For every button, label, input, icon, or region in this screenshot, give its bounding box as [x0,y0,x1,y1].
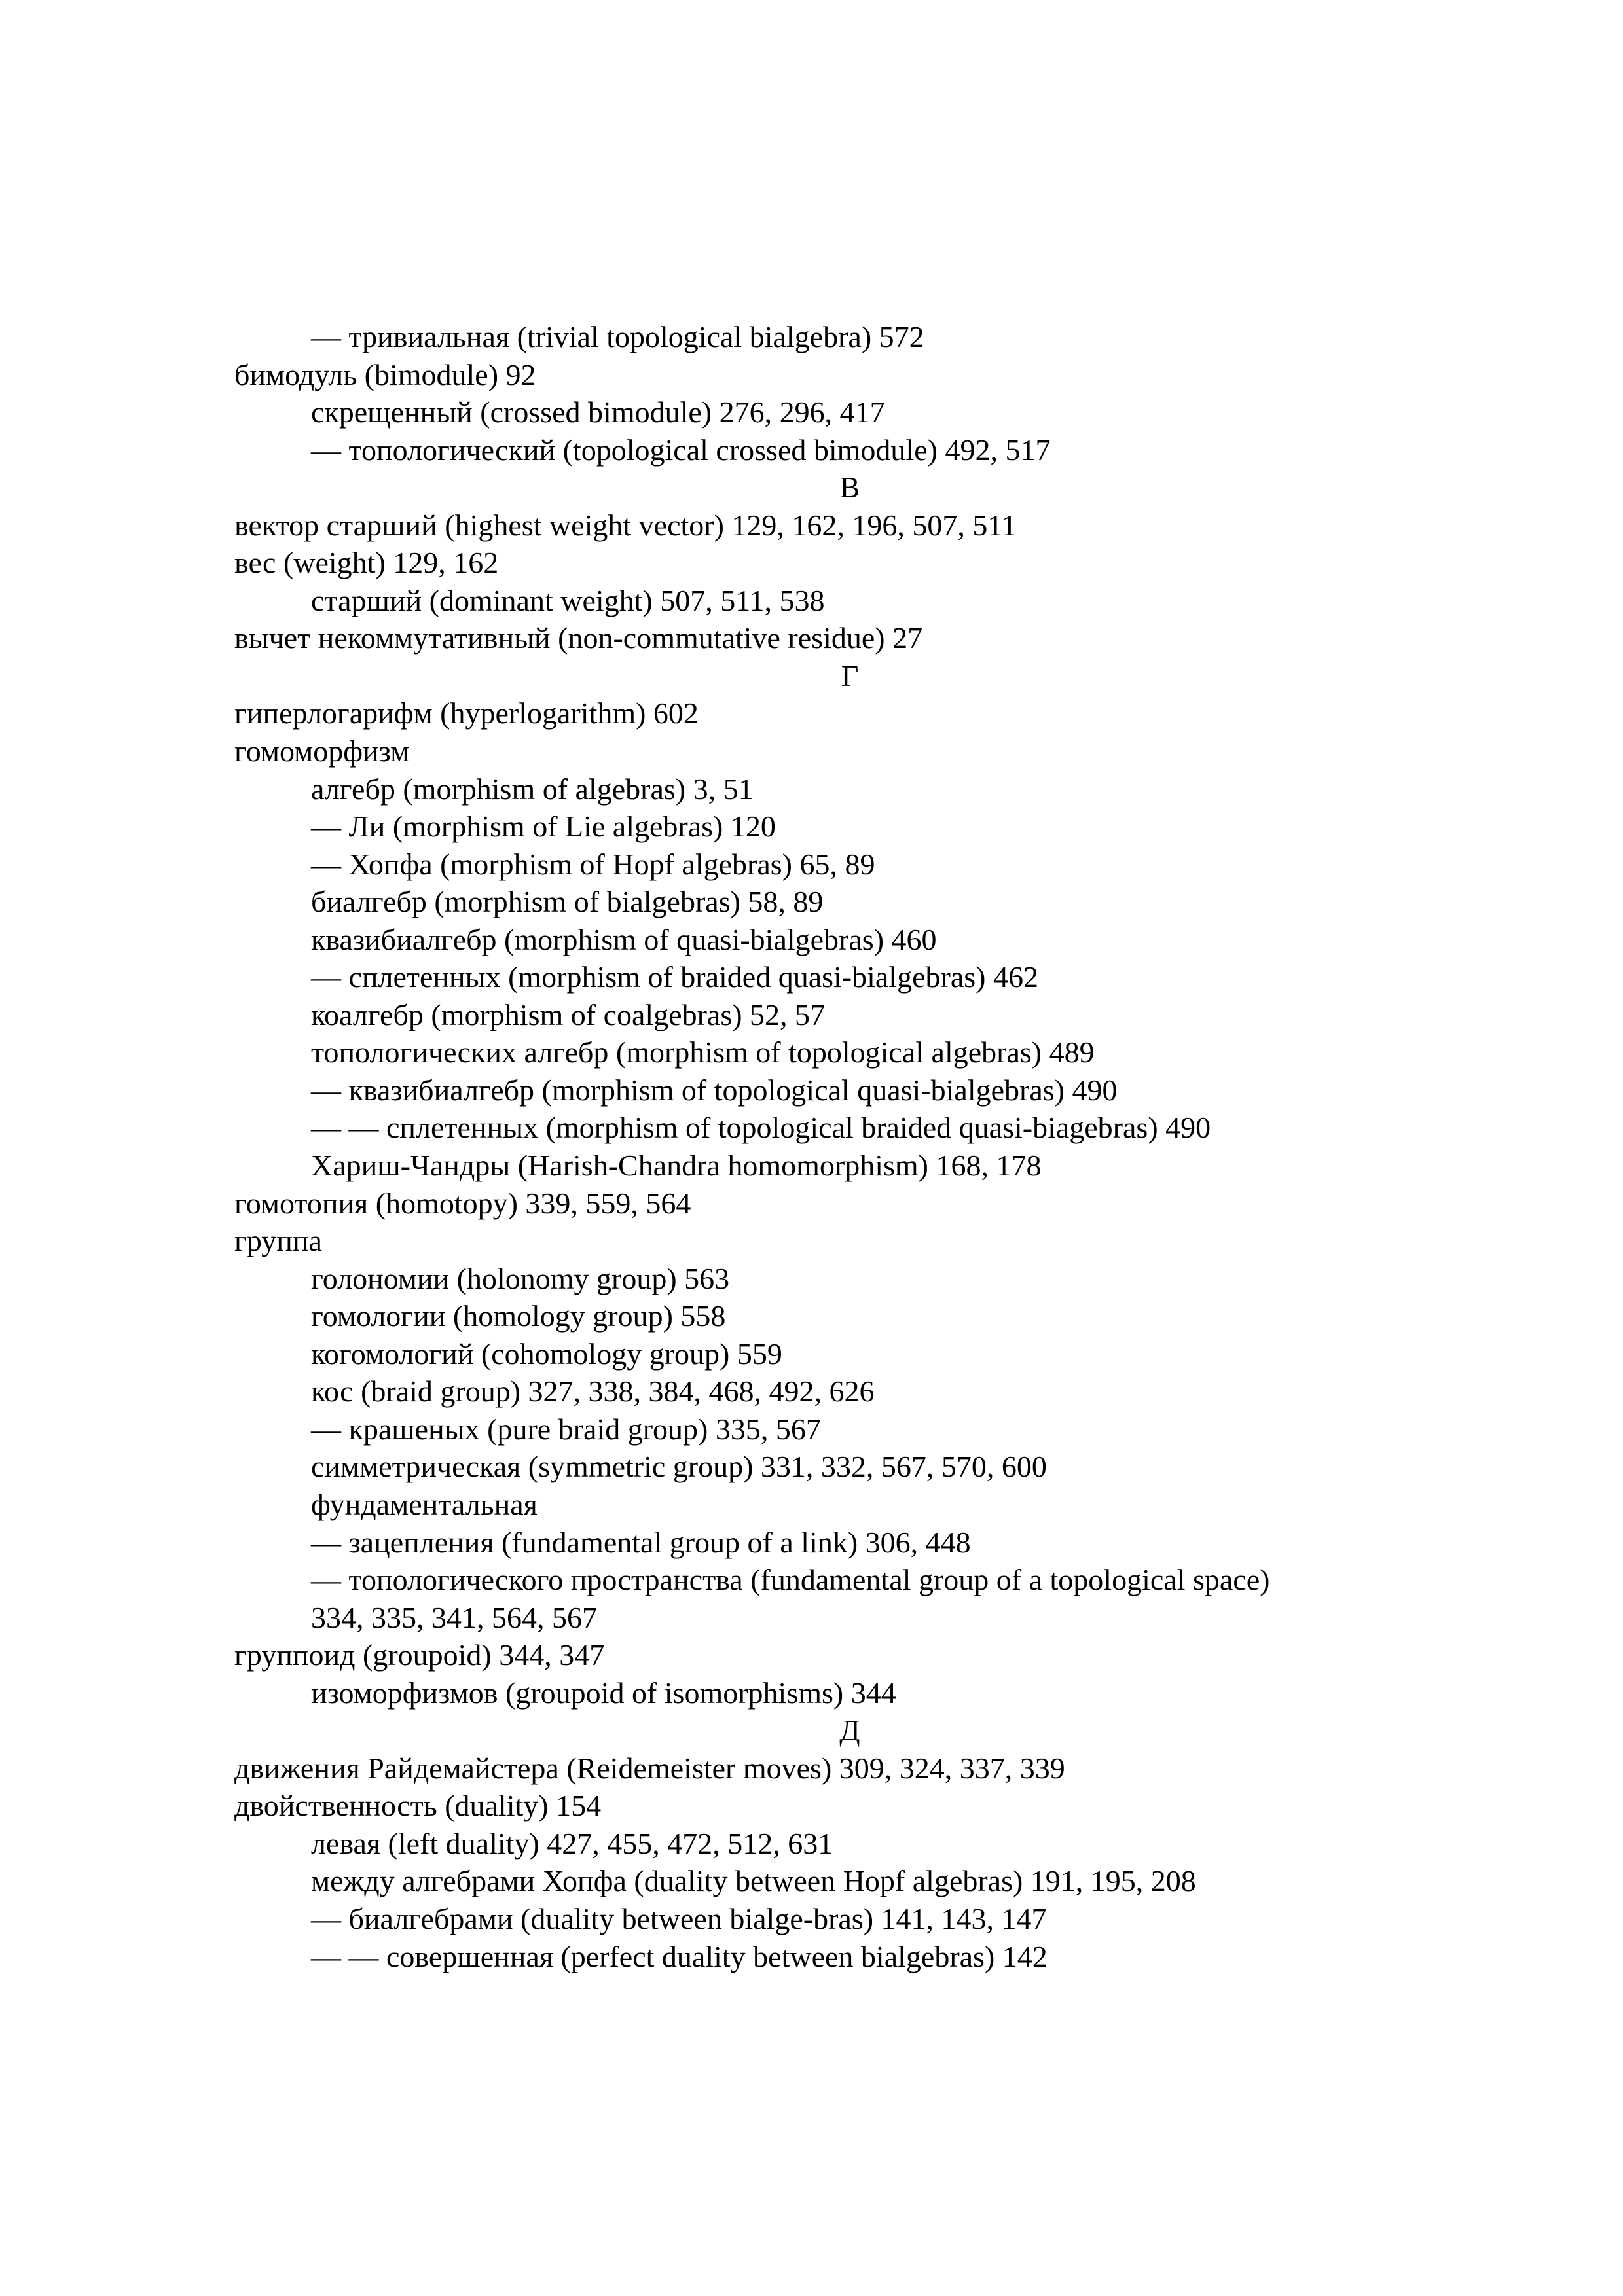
section-letter: В [839,471,860,505]
index-subentry: между алгебрами Хопфа (duality between Hopf algebras) 191, 195, 208 [311,1864,1196,1898]
index-subentry: кос (braid group) 327, 338, 384, 468, 492, 626 [311,1374,875,1408]
index-subentry: — квазибиалгебр (morphism of topological quasi-bialgebras) 490 [311,1073,1118,1107]
index-subentry: — топологического пространства (fundamental group of a topological space) [311,1563,1270,1597]
section-letter: Г [841,658,859,692]
index-subentry: старший (dominant weight) 507, 511, 538 [311,583,825,617]
index-entry: группа [234,1224,322,1258]
index-subentry: — тривиальная (trivial topological bialgebra) 572 [311,320,924,353]
index-subentry: левая (left duality) 427, 455, 472, 512, 631 [311,1826,833,1860]
index-subentry: — биалгебрами (duality between bialge-bras) 141, 143, 147 [311,1901,1047,1935]
index-subentry: коалгебр (morphism of coalgebras) 52, 57 [311,997,826,1031]
index-entry: движения Райдемайстера (Reidemeister moves) 309, 324, 337, 339 [234,1751,1065,1785]
index-entry: гомоморфизм [234,734,410,768]
index-subentry: гомологии (homology group) 558 [311,1299,726,1333]
index-entry: бимодуль (bimodule) 92 [234,357,536,391]
index-subentry: — Ли (morphism of Lie algebras) 120 [311,810,776,844]
index-subentry: когомологий (cohomology group) 559 [311,1336,782,1371]
index-subentry: алгебр (morphism of algebras) 3, 51 [311,772,754,806]
index-entry: вес (weight) 129, 162 [234,546,499,580]
index-subentry: — Хопфа (morphism of Hopf algebras) 65, 89 [311,847,875,881]
index-entry-list [234,318,1413,1975]
index-subentry: — — совершенная (perfect duality between bialgebras) 142 [311,1939,1048,1973]
index-subentry: — сплетенных (morphism of braided quasi-bialgebras) 462 [311,960,1038,994]
index-subentry: симметрическая (symmetric group) 331, 332, 567, 570, 600 [311,1450,1047,1484]
index-subentry: 334, 335, 341, 564, 567 [311,1600,597,1634]
index-entry: группоид (groupoid) 344, 347 [234,1638,605,1672]
index-entry: гиперлогарифм (hyperlogarithm) 602 [234,696,699,730]
index-subentry: Хариш-Чандры (Harish-Chandra homomorphism) 168, 178 [311,1149,1042,1183]
index-entry: вектор старший (highest weight vector) 129, 162, 196, 507, 511 [234,508,1017,542]
index-subentry: — — сплетенных (morphism of topological braided quasi-biagebras) 490 [311,1111,1211,1145]
index-subentry: фундаментальная [311,1487,538,1521]
index-subentry: топологических алгебр (morphism of topological algebras) 489 [311,1035,1095,1069]
index-subentry: — зацепления (fundamental group of a link) 306, 448 [311,1525,971,1559]
index-entry: гомотопия (homotopy) 339, 559, 564 [234,1186,691,1220]
index-subentry: скрещенный (crossed bimodule) 276, 296, 417 [311,395,885,429]
index-subentry: — топологический (topological crossed bimodule) 492, 517 [311,433,1051,467]
section-letter: Д [839,1713,860,1748]
index-subentry: голономии (holonomy group) 563 [311,1261,730,1295]
index-entry: двойственность (duality) 154 [234,1789,602,1823]
index-subentry: изоморфизмов (groupoid of isomorphisms) 344 [311,1676,896,1710]
index-subentry: биалгебр (morphism of bialgebras) 58, 89 [311,885,824,919]
index-subentry: — крашеных (pure braid group) 335, 567 [311,1412,821,1446]
index-entry: вычет некоммутативный (non-commutative residue) 27 [234,621,923,655]
index-subentry: квазибиалгебр (morphism of quasi-bialgebras) 460 [311,922,937,956]
